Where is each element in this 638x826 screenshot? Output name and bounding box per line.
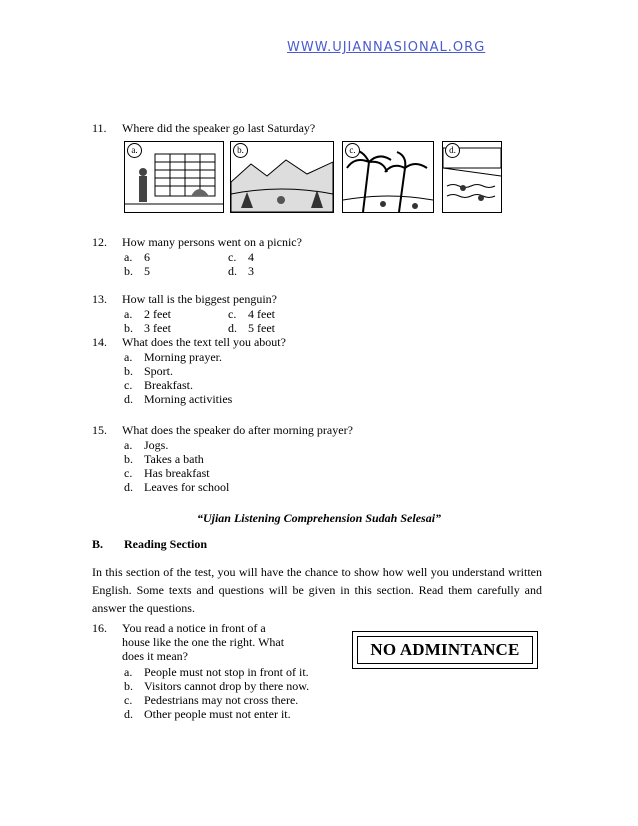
question-number: 16. bbox=[92, 621, 107, 635]
picture-c bbox=[342, 141, 434, 213]
picture-label: b. bbox=[233, 143, 248, 158]
picture-label: c. bbox=[345, 143, 360, 158]
option-b[interactable]: b. Takes a bath bbox=[124, 452, 204, 466]
option-a[interactable]: a. 2 feet bbox=[124, 307, 171, 321]
notice-sign bbox=[352, 631, 538, 669]
section-title: Reading Section bbox=[124, 537, 208, 551]
question-number: 14. bbox=[92, 335, 107, 349]
question-13 bbox=[92, 292, 552, 335]
option-c[interactable]: c. Breakfast. bbox=[124, 378, 193, 392]
option-b[interactable]: b. 5 bbox=[124, 264, 150, 278]
question-text: What does the speaker do after morning prayer? bbox=[122, 423, 353, 437]
question-text: How many persons went on a picnic? bbox=[122, 235, 302, 249]
question-text: Where did the speaker go last Saturday? bbox=[122, 121, 316, 135]
section-heading bbox=[92, 537, 208, 552]
question-15 bbox=[92, 423, 552, 493]
option-a[interactable]: a. People must not stop in front of it. bbox=[124, 665, 309, 679]
question-number: 11. bbox=[92, 121, 107, 135]
option-a[interactable]: a. Morning prayer. bbox=[124, 350, 222, 364]
option-d[interactable]: d. Other people must not enter it. bbox=[124, 707, 291, 721]
option-c[interactable]: c. 4 bbox=[228, 250, 254, 264]
picture-d bbox=[442, 141, 502, 213]
question-14 bbox=[92, 335, 552, 405]
option-a[interactable]: a. 6 bbox=[124, 250, 150, 264]
section-closing-text: “Ujian Listening Comprehension Sudah Selesai” bbox=[196, 511, 442, 525]
section-letter: B. bbox=[92, 537, 104, 551]
picture-label: a. bbox=[127, 143, 142, 158]
question-text: How tall is the biggest penguin? bbox=[122, 292, 277, 306]
question-number: 12. bbox=[92, 235, 107, 249]
picture-label: d. bbox=[445, 143, 460, 158]
header-url-link[interactable]: WWW.UJIANNASIONAL.ORG bbox=[287, 40, 486, 55]
question-text-line-1: You read a notice in front of a bbox=[122, 621, 266, 635]
picture-options bbox=[124, 141, 500, 211]
picture-a bbox=[124, 141, 224, 213]
question-12 bbox=[92, 235, 552, 278]
option-c[interactable]: c. Has breakfast bbox=[124, 466, 210, 480]
option-b[interactable]: b. Visitors cannot drop by there now. bbox=[124, 679, 310, 693]
option-b[interactable]: b. Sport. bbox=[124, 364, 174, 378]
option-d[interactable]: d. 5 feet bbox=[228, 321, 275, 335]
option-d[interactable]: d. 3 bbox=[228, 264, 254, 278]
option-d[interactable]: d. Leaves for school bbox=[124, 480, 230, 494]
option-d[interactable]: d. Morning activities bbox=[124, 392, 233, 406]
picture-b bbox=[230, 141, 334, 213]
option-c[interactable]: c. 4 feet bbox=[228, 307, 275, 321]
section-intro-paragraph: In this section of the test, you will have the chance to show how well you understand written English. Some texts and questions will be given in this section. Read them carefully and answer the questions. bbox=[92, 565, 542, 615]
notice-text: NO ADMINTANCE bbox=[357, 636, 533, 664]
question-text: What does the text tell you about? bbox=[122, 335, 286, 349]
question-text-line-3: does it mean? bbox=[122, 649, 188, 663]
question-text-line-2: house like the one the right. What bbox=[122, 635, 285, 649]
option-b[interactable]: b. 3 feet bbox=[124, 321, 171, 335]
option-c[interactable]: c. Pedestrians may not cross there. bbox=[124, 693, 299, 707]
question-number: 15. bbox=[92, 423, 107, 437]
question-number: 13. bbox=[92, 292, 107, 306]
option-a[interactable]: a. Jogs. bbox=[124, 438, 169, 452]
